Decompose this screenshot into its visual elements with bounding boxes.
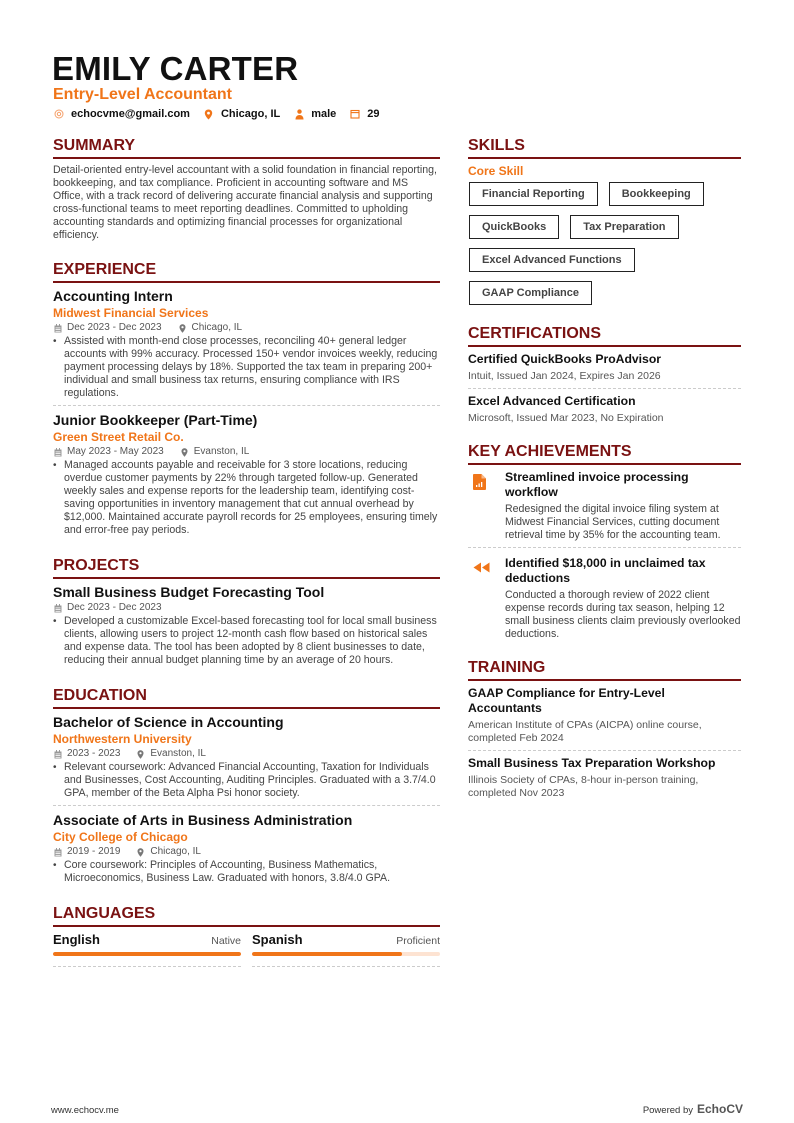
experience-section (53, 260, 440, 542)
projects-section (53, 556, 440, 672)
training-item (468, 756, 741, 805)
calendar-icon (53, 749, 62, 759)
section-heading: SUMMARY (53, 136, 440, 159)
skill-chip: Bookkeeping (609, 182, 704, 206)
language-level: Native (211, 935, 241, 947)
skill-chip: Tax Preparation (570, 215, 678, 239)
certification-item (468, 394, 741, 430)
brand-logo: EchoCV (696, 1102, 743, 1116)
rewind-icon (468, 556, 505, 641)
section-heading: CERTIFICATIONS (468, 324, 741, 347)
achievement-description: Conducted a thorough review of 2022 client expense records during tax season, helping 12 small business clients claim previously overlooked deductions. (505, 589, 741, 640)
section-heading: KEY ACHIEVEMENTS (468, 442, 741, 465)
location-pin-icon (136, 749, 145, 759)
entry-bullet: • Developed a customizable Excel-based forecasting tool for local small business clients, allowing users to project 12-month cash flow based on historical sales and expense data. The tool has been adopted by 8 client businesses to date, reducing their annual budget planning time by an average of 20 hours. (53, 615, 437, 666)
training-title: Small Business Tax Preparation Workshop (468, 756, 716, 770)
company-name: Green Street Retail Co. (53, 430, 184, 444)
skill-chips (468, 182, 741, 314)
achievement-title: Streamlined invoice processing workflow (505, 470, 689, 499)
section-heading: EXPERIENCE (53, 260, 440, 283)
training-section (468, 658, 741, 805)
section-heading: TRAINING (468, 658, 741, 681)
footer-powered-by[interactable]: Powered by EchoCV (642, 1102, 743, 1116)
skill-category: Core Skill (468, 164, 524, 178)
degree-title: Bachelor of Science in Accounting (53, 714, 284, 730)
education-section (53, 686, 440, 890)
contact-location: Chicago, IL (203, 107, 280, 121)
location-pin-icon (180, 447, 189, 457)
language-proficiency-bar (53, 952, 241, 956)
section-heading: LANGUAGES (53, 904, 440, 927)
certifications-section (468, 324, 741, 430)
achievement-item (468, 470, 741, 548)
training-item (468, 686, 741, 751)
languages-section (53, 904, 440, 967)
summary-section (53, 136, 440, 242)
calendar-icon (53, 323, 62, 333)
project-entry (53, 584, 440, 672)
experience-entry (53, 412, 440, 542)
achievement-title: Identified $18,000 in unclaimed tax deductions (505, 556, 706, 585)
entry-bullet: • Managed accounts payable and receivable for 3 store locations, reducing overdue customer payments by 22% through targeted follow-up. Generated weekly sales and expense reports for the leadership team, identifying cost-saving opportunities in inventory management that cut annual overhead by $12,000. Maintained accurate payroll records for 25 employees, ensuring timely and error-free pay periods. (53, 459, 438, 536)
skills-section (468, 136, 741, 314)
language-level: Proficient (396, 935, 440, 947)
summary-text: Detail-oriented entry-level accountant with a solid foundation in financial reporting, bookkeeping, and tax compliance. Proficient in accounting software and MS Office, with a track record of delivering accurate financial analysis and supporting cross-functional teams to meet reporting deadlines. Committed to upholding accounting standards and optimizing financial processes for organizational efficiency. (53, 164, 437, 241)
language-proficiency-bar (252, 952, 440, 956)
contact-gender: male (293, 107, 336, 121)
location-pin-icon (203, 108, 215, 120)
candidate-title: Entry-Level Accountant (53, 86, 232, 103)
language-item (53, 932, 241, 967)
skill-chip: GAAP Compliance (469, 281, 592, 305)
entry-meta: 2019 - 2019 Chicago, IL (53, 846, 440, 858)
footer-website-link[interactable]: www.echocv.me (51, 1105, 119, 1116)
job-title: Accounting Intern (53, 288, 173, 304)
certification-title: Certified QuickBooks ProAdvisor (468, 352, 662, 366)
education-entry (53, 714, 440, 806)
achievement-description: Redesigned the digital invoice filing system at Midwest Financial Services, cutting document retrieval time by 35% for the accounting team. (505, 503, 721, 541)
entry-meta: May 2023 - May 2023 Evanston, IL (53, 446, 440, 458)
calendar-icon (53, 447, 62, 457)
entry-bullet: • Relevant coursework: Advanced Financial Accounting, Taxation for Individuals and Businesses, Cost Accounting, Auditing Principles. Graduated with a 3.7/4.0 GPA, member of the Beta Alpha Psi honor society. (53, 761, 436, 799)
document-chart-icon (468, 470, 505, 542)
training-title: GAAP Compliance for Entry-Level Accountants (468, 686, 665, 715)
training-details: American Institute of CPAs (AICPA) online course, completed Feb 2024 (468, 719, 702, 744)
entry-meta: 2023 - 2023 Evanston, IL (53, 748, 440, 760)
language-item (252, 932, 440, 967)
skill-chip: Financial Reporting (469, 182, 598, 206)
location-pin-icon (136, 847, 145, 857)
contact-age: 29 (349, 107, 379, 121)
at-icon (53, 108, 65, 120)
entry-bullet: • Core coursework: Principles of Accounting, Business Mathematics, Microeconomics, Business Law. Graduated with honors, 3.8/4.0 GPA. (53, 859, 391, 884)
achievement-item (468, 556, 741, 646)
left-column (53, 136, 440, 985)
training-details: Illinois Society of CPAs, 8-hour in-person training, completed Nov 2023 (468, 774, 699, 799)
skill-chip: QuickBooks (469, 215, 559, 239)
section-heading: EDUCATION (53, 686, 440, 709)
calendar-icon (53, 847, 62, 857)
person-icon (293, 108, 305, 120)
language-name: English (53, 932, 100, 947)
section-heading: PROJECTS (53, 556, 440, 579)
skill-chip: Excel Advanced Functions (469, 248, 635, 272)
school-name: Northwestern University (53, 732, 192, 746)
certification-title: Excel Advanced Certification (468, 394, 636, 408)
contact-email[interactable]: echocvme@gmail.com (53, 107, 190, 121)
entry-meta: Dec 2023 - Dec 2023 (53, 602, 440, 614)
experience-entry (53, 288, 440, 406)
candidate-name: EMILY CARTER (52, 50, 299, 87)
right-column (468, 136, 741, 823)
calendar-icon (53, 603, 62, 613)
section-heading: SKILLS (468, 136, 741, 159)
project-title: Small Business Budget Forecasting Tool (53, 584, 325, 600)
calendar-icon (349, 108, 361, 120)
certification-details: Microsoft, Issued Mar 2023, No Expiration (468, 412, 664, 424)
entry-bullet: • Assisted with month-end close processes, reconciling 40+ general ledger accounts with 99% accuracy. Processed 150+ vendor invoices weekly, reducing payment processing delays by 18%. Supported the tax team in preparing 200+ individual and small business tax returns, ensuring compliance with IRS regulations. (53, 335, 438, 399)
achievements-section (468, 442, 741, 646)
certification-details: Intuit, Issued Jan 2024, Expires Jan 2026 (468, 370, 661, 382)
education-entry (53, 812, 440, 890)
school-name: City College of Chicago (53, 830, 188, 844)
language-name: Spanish (252, 932, 303, 947)
company-name: Midwest Financial Services (53, 306, 209, 320)
contact-bar (53, 107, 393, 121)
location-pin-icon (178, 323, 187, 333)
certification-item (468, 352, 741, 389)
entry-meta: Dec 2023 - Dec 2023 Chicago, IL (53, 322, 440, 334)
degree-title: Associate of Arts in Business Administration (53, 812, 353, 828)
job-title: Junior Bookkeeper (Part-Time) (53, 412, 258, 428)
